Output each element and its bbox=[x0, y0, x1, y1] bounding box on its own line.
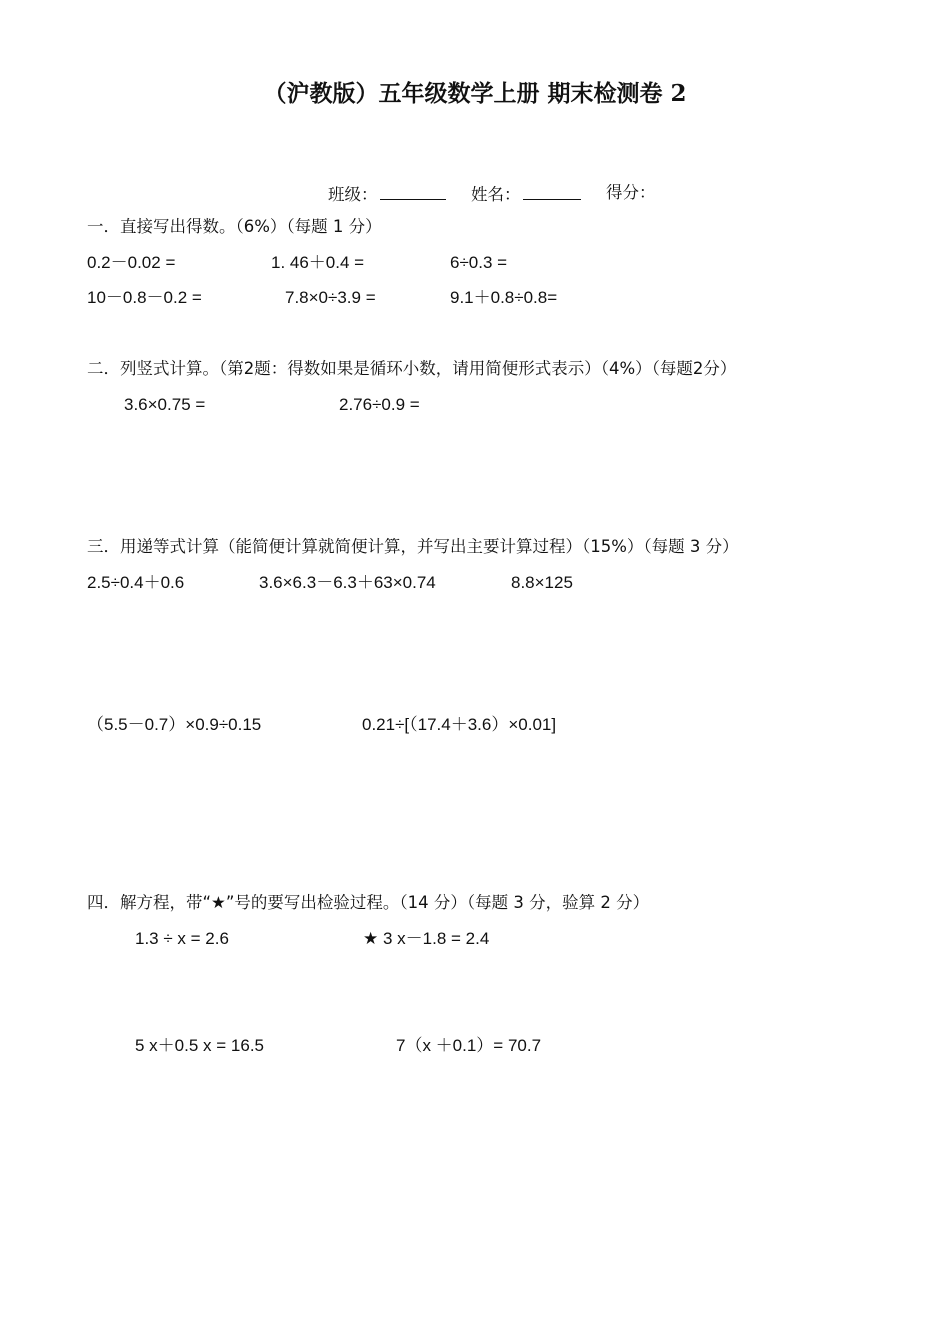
class-blank[interactable] bbox=[380, 183, 446, 200]
page-title: （沪教版）五年级数学上册 期末检测卷 2 bbox=[263, 80, 687, 107]
score-field bbox=[606, 183, 656, 203]
problem: 1. 46＋0.4 = bbox=[271, 253, 365, 272]
class-field bbox=[328, 183, 446, 205]
problem: 0.2－0.02 = bbox=[87, 253, 176, 272]
section-4-heading: 四．解方程，带“★”号的要写出检验过程。（14 分）（每题 3 分，验算 2 分） bbox=[87, 893, 650, 912]
section-3-heading: 三．用递等式计算（能简便计算就简便计算，并写出主要计算过程）（15%）（每题 3 分） bbox=[87, 537, 739, 556]
problem: 1.3 ÷ x = 2.6 bbox=[135, 929, 229, 948]
problem: 3.6×6.3－6.3＋63×0.74 bbox=[259, 573, 436, 592]
problem: 2.5÷0.4＋0.6 bbox=[87, 573, 185, 592]
name-label: 姓名： bbox=[471, 185, 521, 204]
problem: 10－0.8－0.2 = bbox=[87, 288, 202, 307]
problem: 3.6×0.75 = bbox=[124, 395, 206, 414]
problem: 8.8×125 bbox=[511, 573, 573, 592]
name-blank[interactable] bbox=[523, 183, 581, 200]
class-label: 班级： bbox=[328, 185, 378, 204]
problem: （5.5－0.7）×0.9÷0.15 bbox=[87, 715, 262, 734]
problem: 9.1＋0.8÷0.8= bbox=[450, 288, 558, 307]
section-1-heading: 一．直接写出得数。（6%）（每题 1 分） bbox=[87, 217, 382, 236]
section-2-heading: 二．列竖式计算。（第2题：得数如果是循环小数，请用简便形式表示）（4%）（每题2分） bbox=[87, 359, 737, 378]
problem: 2.76÷0.9 = bbox=[339, 395, 420, 414]
score-label: 得分： bbox=[606, 183, 656, 202]
name-field bbox=[471, 183, 581, 205]
problem: 0.21÷[（17.4＋3.6）×0.01] bbox=[362, 715, 557, 734]
problem: 7.8×0÷3.9 = bbox=[285, 288, 376, 307]
problem: 6÷0.3 = bbox=[450, 253, 508, 272]
problem: 7（x ＋0.1）= 70.7 bbox=[396, 1036, 542, 1055]
problem: ★ 3 x－1.8 = 2.4 bbox=[363, 929, 490, 948]
problem: 5 x＋0.5 x = 16.5 bbox=[135, 1036, 264, 1055]
